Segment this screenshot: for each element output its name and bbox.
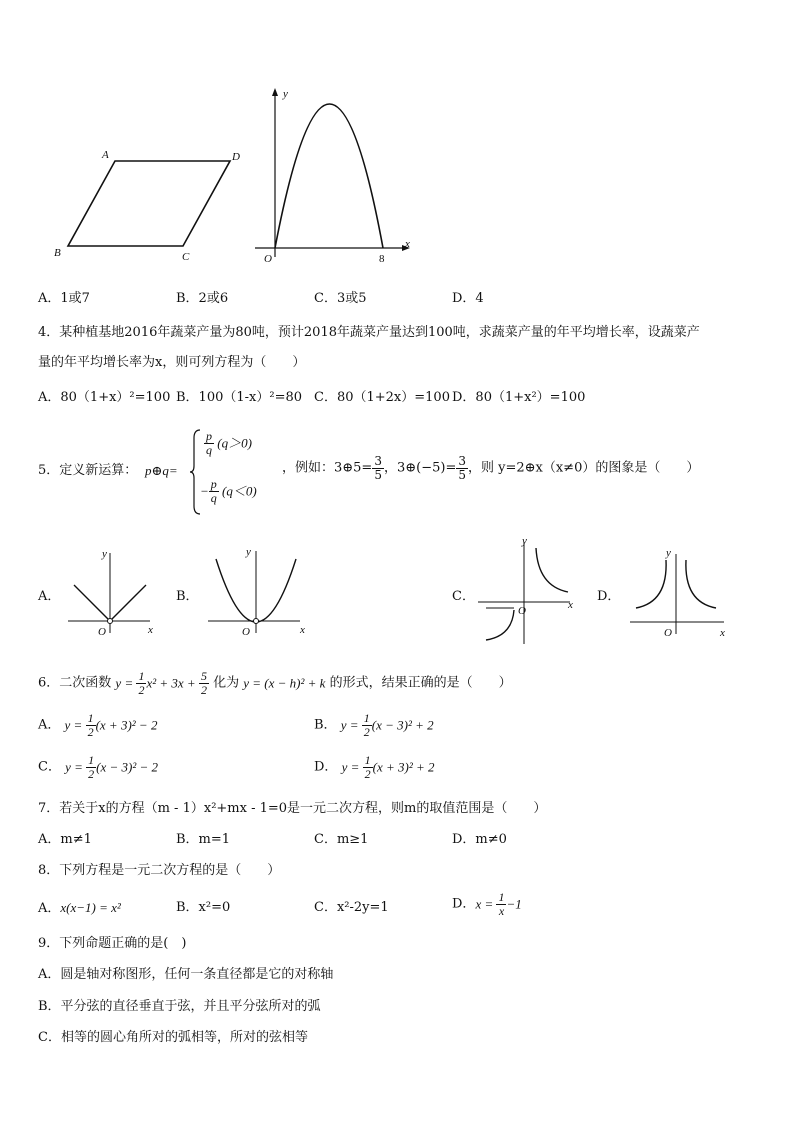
- q8-stem: 8．下列方程是一元二次方程的是（ ）: [38, 863, 281, 878]
- svg-text:x: x: [148, 624, 153, 636]
- q3-option-c[interactable]: C．3或5: [314, 291, 367, 306]
- q6-option-a[interactable]: A． y = $\frac{1}{2}$ (x + 3)² − 2: [38, 711, 158, 739]
- parallelogram-shape: [68, 161, 230, 246]
- svg-text:O: O: [518, 605, 526, 617]
- q8-option-b[interactable]: B．x²=0: [176, 900, 231, 915]
- q4-stem-line2: 量的年平均增长率为x，则可列方程为（ ）: [38, 355, 306, 370]
- svg-text:O: O: [98, 626, 106, 638]
- svg-text:O: O: [242, 626, 250, 638]
- q5-prefix: 5．定义新运算：: [38, 463, 138, 478]
- q5-graph-c[interactable]: [478, 536, 578, 646]
- svg-text:y: y: [522, 535, 527, 547]
- x-axis-label: x: [405, 238, 410, 250]
- q4-option-d[interactable]: D．80（1+x²）=100: [452, 390, 586, 405]
- vertex-d-label: D: [232, 151, 240, 163]
- svg-text:y: y: [666, 547, 671, 559]
- q5-option-b[interactable]: B．: [176, 589, 199, 604]
- q7-option-a[interactable]: A．m≠1: [38, 832, 92, 847]
- q7-stem: 7．若关于x的方程（m - 1）x²+mx - 1=0是一元二次方程，则m的取值范围是（ ）: [38, 801, 547, 816]
- q5-operator: p⊕q=: [145, 463, 178, 478]
- svg-text:x: x: [720, 627, 725, 639]
- q5-option-a[interactable]: A．: [38, 589, 61, 604]
- parabola-figure: [255, 85, 425, 270]
- q6-stem: 6．二次函数 y = $\frac{1}{2}$ x² + 3x + $\frac{5}{2}$ 化为 y = (x − h)² + k 的形式，结果正确的是（ ）: [38, 669, 512, 697]
- q6-option-c[interactable]: C． y = $\frac{1}{2}$ (x − 3)² − 2: [38, 753, 159, 781]
- q3-option-d[interactable]: D．4: [452, 291, 484, 306]
- q3-option-a[interactable]: A．1或7: [38, 291, 90, 306]
- vertex-b-label: B: [54, 247, 61, 259]
- parabola-curve: [275, 104, 383, 248]
- q8-option-a[interactable]: A．x(x−1) = x²: [38, 900, 121, 916]
- q8-option-d[interactable]: D．x = $\frac{1}{x}$ −1: [452, 890, 522, 918]
- q9-option-c[interactable]: C．相等的圆心角所对的弧相等，所对的弦相等: [38, 1030, 308, 1045]
- q6-option-d[interactable]: D． y = $\frac{1}{2}$ (x + 3)² + 2: [314, 753, 435, 781]
- q6-option-b[interactable]: B． y = $\frac{1}{2}$ (x − 3)² + 2: [314, 711, 434, 739]
- q4-option-a[interactable]: A．80（1+x）²=100: [38, 390, 171, 405]
- q9-option-a[interactable]: A．圆是轴对称图形，任何一条直径都是它的对称轴: [38, 967, 334, 982]
- q9-stem: 9．下列命题正确的是( ): [38, 936, 187, 951]
- q5-option-d[interactable]: D．: [597, 589, 621, 604]
- origin-label: O: [264, 253, 272, 265]
- q5-option-c[interactable]: C．: [452, 589, 475, 604]
- svg-text:O: O: [664, 627, 672, 639]
- q3-option-b[interactable]: B．2或6: [176, 291, 229, 306]
- q5-graph-b[interactable]: [208, 545, 308, 640]
- svg-text:x: x: [300, 624, 305, 636]
- q5-graph-d[interactable]: [630, 547, 730, 640]
- q5-example: ，例如：3⊕5= $\frac{3}{5}$ ，3⊕(−5)= $\frac{3}{5}$ ，则 y=2⊕x（x≠0）的图象是（ ）: [282, 454, 700, 482]
- svg-text:y: y: [102, 548, 107, 560]
- q7-option-c[interactable]: C．m≥1: [314, 832, 369, 847]
- x-intercept-label: 8: [379, 253, 385, 265]
- q5-case2: − $\frac{p}{q}$ (q＜0): [200, 477, 257, 505]
- vertex-a-label: A: [102, 149, 109, 161]
- q4-option-c[interactable]: C．80（1+2x）=100: [314, 390, 450, 405]
- q7-option-b[interactable]: B．m=1: [176, 832, 231, 847]
- q8-option-c[interactable]: C．x²-2y=1: [314, 900, 389, 915]
- parallelogram-figure: [50, 140, 250, 270]
- y-axis-arrow: [272, 88, 278, 96]
- q7-option-d[interactable]: D．m≠0: [452, 832, 507, 847]
- q5-case1: $\frac{p}{q}$ (q＞0): [206, 429, 252, 457]
- q4-option-b[interactable]: B．100（1-x）²=80: [176, 390, 303, 405]
- q9-option-b[interactable]: B．平分弦的直径垂直于弦，并且平分弦所对的弧: [38, 999, 321, 1014]
- y-axis-label: y: [283, 88, 288, 100]
- q4-stem-line1: 4．某种植基地2016年蔬菜产量为80吨，预计2018年蔬菜产量达到100吨，求蔬菜产量的年平均增长率，设蔬菜产: [38, 325, 700, 340]
- svg-text:x: x: [568, 599, 573, 611]
- vertex-c-label: C: [182, 251, 190, 263]
- q5-graph-a[interactable]: [68, 545, 163, 640]
- svg-text:y: y: [246, 546, 251, 558]
